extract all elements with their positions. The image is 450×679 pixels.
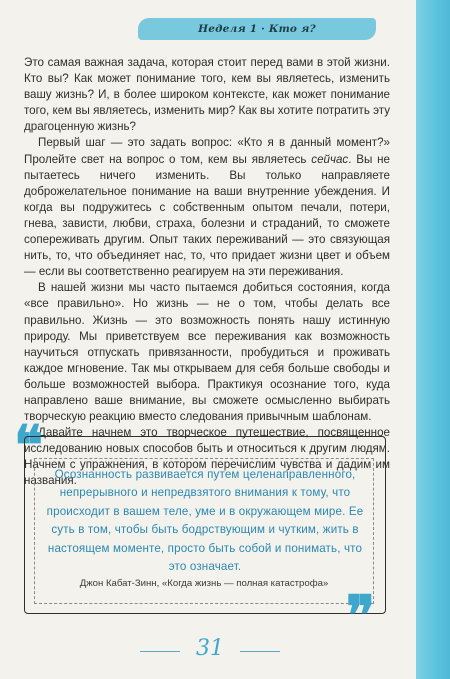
open-quote-icon: ❝ [14,413,44,477]
running-title: Неделя 1 · Кто я? [198,23,316,35]
paragraph-2 [24,135,390,280]
quote-author: Джон Кабат-Зинн, «Когда жизнь — полная катастрофа» [79,578,329,589]
paragraph-2-text: Первый шаг — это задать вопрос: «Кто я в данный момент?» Пролейте свет на вопрос о том, кем вы являетесь сейчас. Вы не пытаетесь ничего изменить. Вы только направляете доброжелательное понимание на ваши внутренние убеждения. И когда вы подружитесь с собственным опытом печали, потери, гнева, зависти, любви, страха, болезни и страданий, то сможете сопереживать другим. Опыт таких переживаний — это связующая нить, то, что объединяет нас, то, что придает жизни цвет и объем — если вы соответственно реагируем на эти переживания. [24,136,390,279]
body-text [24,55,390,490]
quote-text: Осознанность развивается путем целенаправленного, непрерывного и непредвзятого внимания к тому, что происходит в вашем теле, уме и в окружающем мире. Ее суть в том, чтобы быть бодрствующим и чутким, жить в настоящем моменте, просто быть собой и понимать, что это означает. [46,468,364,574]
paragraph-4: Давайте начнем это творческое путешествие, посвященное исследованию новых способов быть и относиться к другим людям. Начнем с упражнения, в котором перечислим чувства и дадим им названия. [24,426,390,488]
paragraph-3: В нашей жизни мы часто пытаемся добиться состояния, когда «все правильно». Но жизнь — не о том, чтобы делать все правильно. Жизнь — это возможность понять нашу истинную природу. Мы приветствуем все переживания как возможность научиться отпускать привязанности, пробудиться и проживать каждое мгновение. Так мы открываем для себя больше свободы и больше возможностей выбора. Практикуя осознание того, куда направлено ваше внимание, вы сможете осмысленно выбирать творческую реакцию вместо следования привычным шаблонам. [24,281,390,424]
paragraph-1: Это самая важная задача, которая стоит перед вами в этой жизни. Кто вы? Как может понимание того, кем вы являетесь, изменить вашу жизнь? И, в более широком контексте, как может понимание того, кем вы являетесь, изменить мир? Как вы хотите потратить эту драгоценную жизнь? [24,56,390,134]
side-color-strip [416,0,450,679]
close-quote-icon: ❞ [346,583,376,647]
page-number-rule-left [140,651,180,652]
page-number: 31 [196,636,224,661]
emphasis-now: сейчас [311,152,349,166]
page-number-rule-right [240,651,280,652]
